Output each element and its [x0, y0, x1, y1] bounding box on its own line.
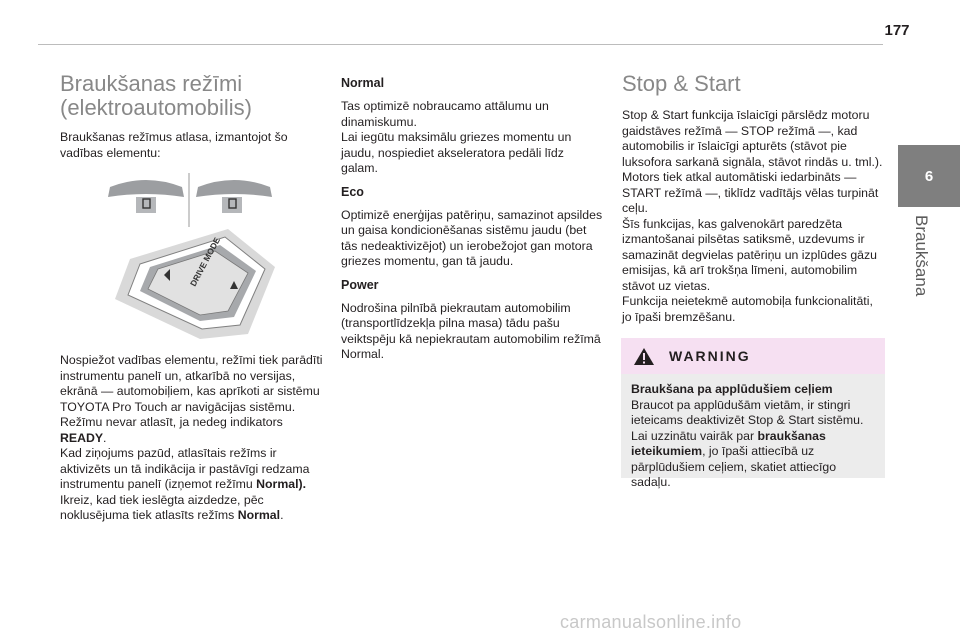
- warning-triangle-icon: [633, 347, 655, 366]
- normal-heading: Normal: [341, 76, 385, 90]
- header-rule: [38, 44, 883, 45]
- page-number: 177: [884, 22, 910, 39]
- watermark: carmanualsonline.info: [560, 612, 742, 632]
- chapter-tab[interactable]: [898, 145, 960, 207]
- normal-paragraph-2: Lai iegūtu maksimālu griezes momentu un jaudu, nospiediet akseleratora pedāli līdz galam.: [341, 130, 572, 175]
- right-column: [622, 72, 884, 325]
- power-paragraph: Nodrošina pilnībā piekrautam automobilim (transportlīdzekļa pilna masa) tādu pašu veiktspēju kā nepiekrautam automobilim režīmā Normal.: [341, 300, 601, 361]
- warning-heading: Braukšana pa applūdušiem ceļiem: [631, 382, 833, 396]
- drive-mode-switch-label: DRIVE MODE: [187, 235, 223, 288]
- steering-wheel-illustration: [60, 169, 325, 227]
- power-heading: Power: [341, 277, 379, 292]
- warning-box: [621, 338, 885, 489]
- eco-heading: Eco: [341, 184, 364, 199]
- left-paragraph-3: Kad ziņojums pazūd, atlasītais režīms ir aktivizēts un tā indikācija ir pastāvīgi redzama instrumentu panelī (izņemot režīmu Normal).: [60, 446, 310, 491]
- warning-text: Braucot pa applūdušām vietām, ir stingri ieteicams deaktivizēt Stop & Start sistēmu. Lai uzzinātu vairāk par braukšanas ieteikumiem, jo īpaši attiecībā uz pārplūdušiem ceļiem, skatiet attiecīgo sadaļu.: [631, 397, 864, 489]
- stop-start-paragraph-2: Šīs funkcijas, kas galvenokārt paredzēta izmantošanai pilsētas satiksmē, uzdevums ir samazināt degvielas patēriņu un izplūdes gāzu emisijas, kā arī trokšņa līmeni, automobilim stāvot uz vietas.: [622, 216, 877, 293]
- drive-mode-switch-icon: [60, 229, 325, 339]
- steering-wheel-icon: [60, 169, 325, 227]
- left-column: [60, 72, 325, 524]
- left-paragraph-4: Ikreiz, kad tiek ieslēgta aizdedze, pēc noklusējuma tiek atlasīts režīms Normal.: [60, 492, 284, 522]
- warning-title: WARNING: [669, 348, 751, 364]
- intro-text: Braukšanas režīmus atlasa, izmantojot šo vadības elementu:: [60, 130, 288, 160]
- stop-start-paragraph-3: Funkcija neietekmē automobiļa funkcionalitāti, jo īpaši bremzēšanu.: [622, 294, 873, 324]
- warning-header: [621, 338, 885, 374]
- middle-column: [341, 76, 603, 363]
- title-line-1: Braukšanas režīmi: [60, 71, 243, 96]
- warning-body: [621, 374, 885, 491]
- eco-paragraph: Optimizē enerģijas patēriņu, samazinot apsildes un gaisa kondicionēšanas sistēmu jaudu (bet tās nedeaktivizējot) un ierobežojot gan motora griezes momentu, gan tā jaudu.: [341, 207, 603, 268]
- section-title-drive-modes: [60, 72, 325, 120]
- title-line-2: (elektroautomobilis): [60, 95, 252, 120]
- left-paragraph-2: Režīmu nevar atlasīt, ja nedeg indikators READY.: [60, 415, 283, 445]
- chapter-label: Braukšana: [912, 215, 931, 297]
- section-title-stop-start: Stop & Start: [622, 71, 741, 96]
- drive-mode-switch-illustration: [60, 229, 325, 339]
- normal-paragraph-1: Tas optimizē nobraucamo attālumu un dinamiskumu.: [341, 99, 549, 129]
- stop-start-paragraph-1: Stop & Start funkcija īslaicīgi pārslēdz motoru gaidstāves režīmā — STOP režīmā —, kad automobilis ir īslaicīgi apturēts (stāvot pie luksofora sarkanā signāla, stāvot rindās u. tml.). Motors tiek atkal automātiski iedarbināts — START režīmā —, tiklīdz vadītājs vēlas turpināt ceļu.: [622, 108, 883, 215]
- left-paragraph-1: Nospiežot vadības elementu, režīmi tiek parādīti instrumentu panelī un, atkarībā no versijas, ekrānā — automobiļiem, kas aprīkoti ar sistēmu TOYOTA Pro Touch ar navigācijas sistēmu.: [60, 353, 323, 414]
- chapter-number: 6: [924, 167, 934, 185]
